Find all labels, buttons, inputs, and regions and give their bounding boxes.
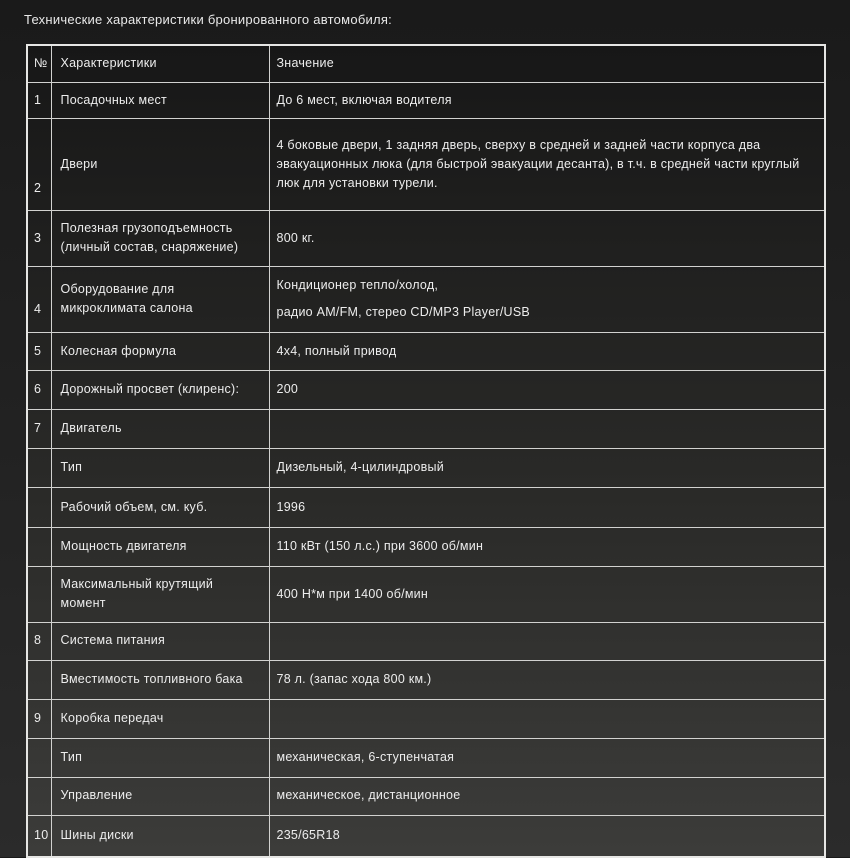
cell-number: 3: [27, 211, 51, 267]
cell-characteristic: Система питания: [51, 622, 269, 660]
cell-number: 10: [27, 815, 51, 857]
cell-value: [269, 266, 825, 332]
cell-characteristic: Тип: [51, 448, 269, 487]
cell-value: [269, 660, 825, 699]
header-cell-characteristics: Характеристики: [51, 45, 269, 82]
table-row: [27, 622, 825, 660]
value-paragraph: 235/65R18: [276, 828, 340, 843]
table-row: [27, 332, 825, 370]
value-paragraph: механическое, дистанционное: [276, 788, 461, 803]
cell-characteristic: Мощность двигателя: [51, 527, 269, 566]
value-paragraph: 4x4, полный привод: [276, 343, 397, 358]
cell-value: [269, 119, 825, 211]
cell-number: [27, 738, 51, 777]
table-row: [27, 370, 825, 409]
table-row: [27, 660, 825, 699]
cell-value: [269, 566, 825, 622]
cell-characteristic: Шины диски: [51, 815, 269, 857]
cell-number: [27, 448, 51, 487]
cell-characteristic: Коробка передач: [51, 699, 269, 738]
cell-value: [269, 370, 825, 409]
header-row: [27, 45, 825, 82]
value-paragraph: 400 Н*м при 1400 об/мин: [276, 586, 429, 601]
cell-characteristic: Тип: [51, 738, 269, 777]
value-paragraph: 78 л. (запас хода 800 км.): [276, 671, 432, 686]
page-title: Технические характеристики бронированного автомобиля:: [24, 12, 393, 27]
cell-characteristic: Двери: [51, 119, 269, 211]
table-row: [27, 738, 825, 777]
cell-characteristic: Дорожный просвет (клиренс):: [51, 370, 269, 409]
cell-number: 7: [27, 409, 51, 448]
cell-characteristic: Посадочных мест: [51, 82, 269, 118]
cell-characteristic: Максимальный крутящий момент: [51, 566, 269, 622]
value-paragraph: радио AM/FM, стерео CD/MP3 Player/USB: [276, 304, 530, 319]
value-paragraph: Дизельный, 4-цилиндровый: [276, 460, 444, 475]
cell-characteristic: Полезная грузоподъемность (личный состав, снаряжение): [51, 211, 269, 267]
value-paragraph: 4 боковые двери, 1 задняя дверь, сверху в средней и задней части корпуса два эвакуационных люка (для быстрой эвакуации десанта), в т.ч. в средней части круглый люк для установки турели.: [276, 137, 800, 191]
cell-value: [269, 332, 825, 370]
value-paragraph: 1996: [276, 499, 306, 514]
specs-table: [26, 44, 826, 858]
cell-number: [27, 487, 51, 527]
cell-number: 1: [27, 82, 51, 118]
cell-value: [269, 777, 825, 815]
cell-characteristic: Колесная формула: [51, 332, 269, 370]
cell-number: 8: [27, 622, 51, 660]
cell-number: [27, 777, 51, 815]
value-paragraph: До 6 мест, включая водителя: [276, 92, 452, 107]
value-paragraph: механическая, 6-ступенчатая: [276, 749, 455, 764]
table-row: [27, 119, 825, 211]
specs-table-header: [27, 45, 825, 82]
cell-value: [269, 622, 825, 660]
value-paragraph: 110 кВт (150 л.с.) при 3600 об/мин: [276, 539, 484, 554]
value-paragraph: 800 кг.: [276, 230, 315, 245]
cell-value: [269, 527, 825, 566]
table-row: [27, 566, 825, 622]
cell-number: 4: [27, 266, 51, 332]
specs-table-body: [27, 82, 825, 857]
table-row: [27, 211, 825, 267]
cell-characteristic: Двигатель: [51, 409, 269, 448]
cell-value: [269, 82, 825, 118]
table-row: [27, 777, 825, 815]
cell-characteristic: Вместимость топливного бака: [51, 660, 269, 699]
table-row: [27, 266, 825, 332]
cell-value: [269, 448, 825, 487]
header-cell-number: №: [27, 45, 51, 82]
table-row: [27, 82, 825, 118]
table-row: [27, 448, 825, 487]
cell-characteristic: Рабочий объем, см. куб.: [51, 487, 269, 527]
value-paragraph: Кондиционер тепло/холод,: [276, 278, 439, 293]
cell-value: [269, 738, 825, 777]
table-row: [27, 409, 825, 448]
cell-number: 6: [27, 370, 51, 409]
cell-value: [269, 815, 825, 857]
table-row: [27, 699, 825, 738]
table-row: [27, 527, 825, 566]
header-cell-value: Значение: [269, 45, 825, 82]
table-row: [27, 815, 825, 857]
cell-number: 9: [27, 699, 51, 738]
cell-characteristic: Управление: [51, 777, 269, 815]
cell-number: 2: [27, 119, 51, 211]
cell-number: 5: [27, 332, 51, 370]
cell-number: [27, 527, 51, 566]
cell-value: [269, 487, 825, 527]
cell-number: [27, 566, 51, 622]
cell-value: [269, 409, 825, 448]
table-row: [27, 487, 825, 527]
cell-value: [269, 211, 825, 267]
cell-value: [269, 699, 825, 738]
cell-characteristic: Оборудование для микроклимата салона: [51, 266, 269, 332]
value-paragraph: 200: [276, 382, 299, 397]
cell-number: [27, 660, 51, 699]
